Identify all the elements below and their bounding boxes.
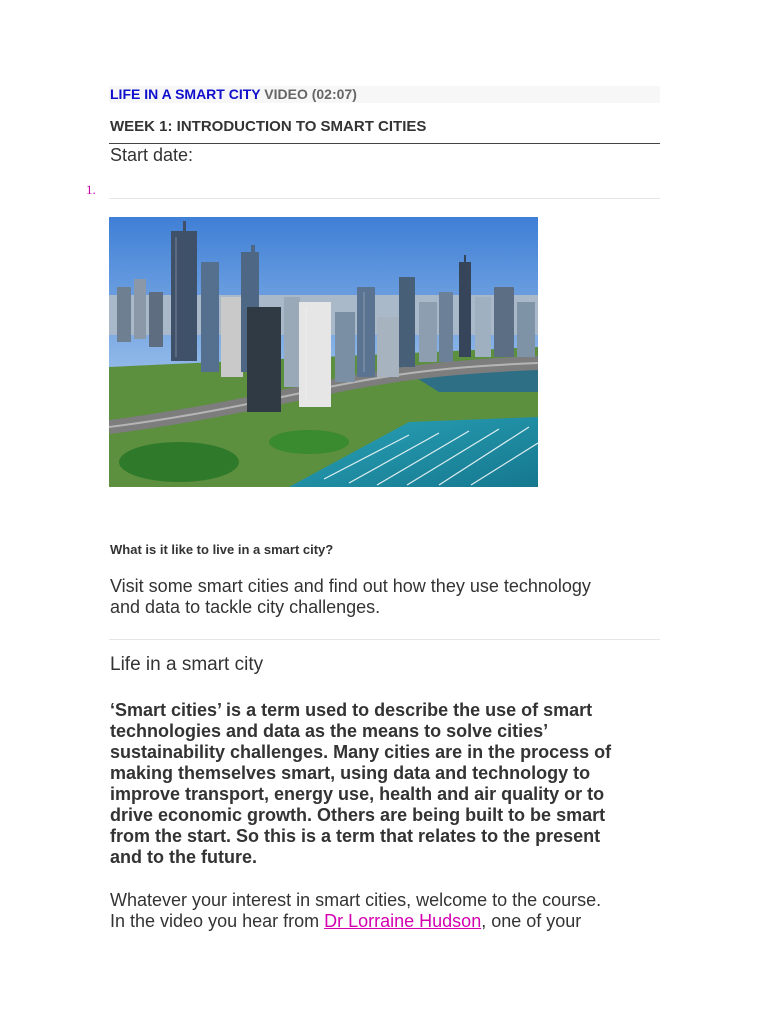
paragraph-line: improve transport, energy use, health and air quality or to	[110, 784, 605, 804]
paragraph-line: ‘Smart cities’ is a term used to describe the use of smart	[110, 700, 593, 720]
page-title-line	[110, 86, 357, 103]
paragraph-text: , one of your	[481, 911, 582, 931]
paragraph-line: sustainability challenges. Many cities are in the process of	[110, 742, 612, 762]
intro-line: Visit some smart cities and find out how they use technology	[110, 576, 591, 596]
week-heading: WEEK 1: INTRODUCTION TO SMART CITIES	[110, 118, 427, 135]
city-skyline-image	[109, 217, 538, 487]
list-number: 1.	[86, 182, 96, 197]
video-duration-label: VIDEO (02:07)	[264, 86, 357, 102]
section-title: Life in a smart city	[110, 654, 264, 675]
paragraph-line	[110, 911, 660, 932]
section-question: What is it like to live in a smart city?	[110, 542, 334, 557]
paragraph-line: making themselves smart, using data and technology to	[110, 763, 591, 783]
lorraine-hudson-link[interactable]: Dr Lorraine Hudson	[324, 911, 482, 931]
list-divider	[109, 198, 660, 199]
paragraph-line: drive economic growth. Others are being built to be smart	[110, 805, 606, 825]
start-date-label: Start date:	[110, 145, 194, 165]
intro-paragraph	[110, 576, 660, 618]
section-divider	[109, 639, 660, 640]
paragraph-line: Whatever your interest in smart cities, welcome to the course.	[110, 890, 602, 910]
paragraph-line: and to the future.	[110, 847, 257, 867]
paragraph-line: from the start. So this is a term that relates to the present	[110, 826, 601, 846]
title-link[interactable]: LIFE IN A SMART CITY	[110, 86, 261, 102]
definition-paragraph	[110, 700, 660, 868]
intro-line: and data to tackle city challenges.	[110, 597, 381, 617]
welcome-paragraph	[110, 890, 660, 932]
paragraph-text: In the video you hear from	[110, 911, 325, 931]
paragraph-line: technologies and data as the means to solve cities’	[110, 721, 549, 741]
